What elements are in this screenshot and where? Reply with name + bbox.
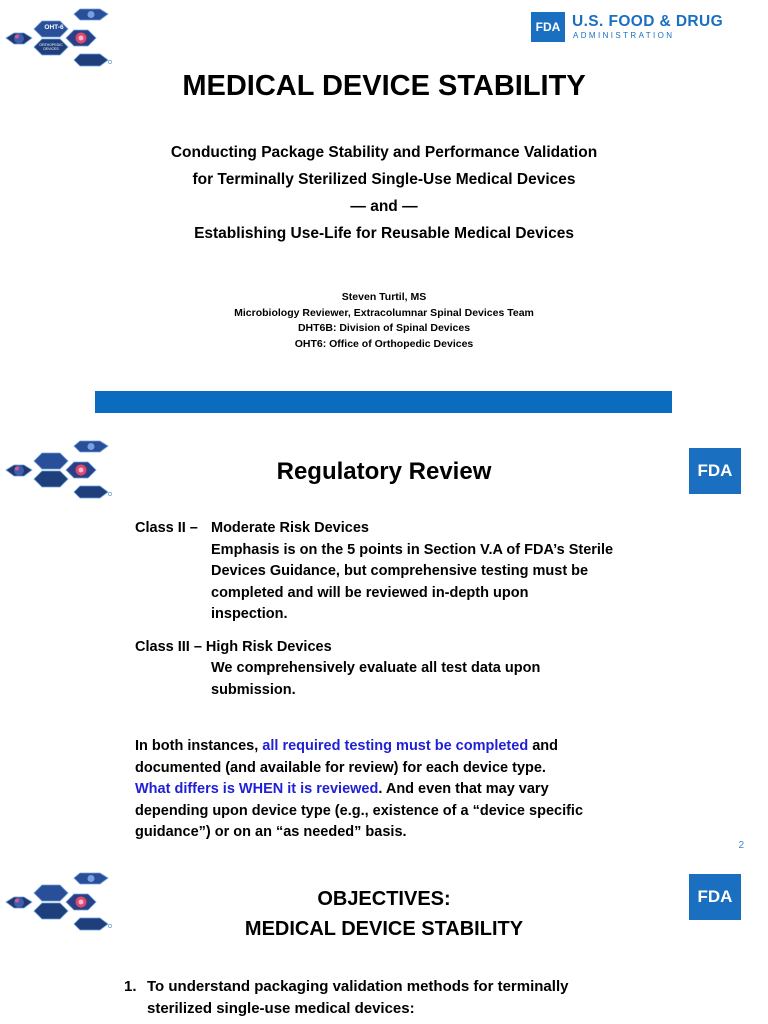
oht6-logo-icon <box>2 4 114 68</box>
objective-line: sterilized single-use medical devices: <box>147 1000 415 1017</box>
slide-title <box>0 884 768 944</box>
fda-name: U.S. FOOD & DRUG <box>572 13 724 30</box>
class3-heading: Class III – High Risk Devices <box>135 639 332 655</box>
logo-subtext: ORTHOPEDIC DEVICES <box>39 43 63 51</box>
slide-title: Regulatory Review <box>276 458 492 485</box>
para-highlight: What differs is WHEN it is reviewed <box>135 781 379 797</box>
subtitle-line: Establishing Use-Life for Reusable Medical Devices <box>194 225 574 242</box>
fda-header-logo <box>531 12 741 46</box>
author-line: DHT6B: Division of Spinal Devices <box>297 322 471 334</box>
objective-number: 1. <box>124 978 137 995</box>
subtitle-line: — and — <box>350 198 418 215</box>
class2-block <box>211 518 613 626</box>
class2-line: inspection. <box>211 606 288 622</box>
class3-block <box>211 658 540 701</box>
fda-logo-box: FDA <box>689 448 741 494</box>
class2-line: completed and will be reviewed in-depth upon <box>211 584 529 601</box>
summary-paragraph <box>135 736 615 844</box>
fda-logo-box: FDA <box>531 12 565 42</box>
author-line: Microbiology Reviewer, Extracolumnar Spinal Devices Team <box>234 306 534 319</box>
slide-title: MEDICAL DEVICE STABILITY <box>182 70 586 102</box>
fda-logo-box: FDA <box>689 874 741 920</box>
page-number: 2 <box>738 840 744 851</box>
objective-item <box>147 976 568 1020</box>
class2-heading: Moderate Risk Devices <box>211 520 369 536</box>
class2-label: Class II – <box>135 520 198 536</box>
title-line: MEDICAL DEVICE STABILITY <box>244 918 524 940</box>
para-text: and <box>528 738 558 754</box>
subtitle-line: Conducting Package Stability and Performance Validation <box>170 144 598 161</box>
para-text: In both instances, <box>135 738 263 754</box>
para-line: guidance”) or on an “as needed” basis. <box>135 824 407 840</box>
para-text: . And even that may vary <box>378 781 549 797</box>
fda-administration: ADMINISTRATION <box>573 31 675 40</box>
objective-line: To understand packaging validation methods for terminally <box>147 978 569 995</box>
author-line: OHT6: Office of Orthopedic Devices <box>294 337 474 350</box>
objectives-slide <box>0 862 768 1024</box>
blue-divider-bar <box>95 391 672 413</box>
title-line: OBJECTIVES: <box>317 888 451 910</box>
subtitle-line: for Terminally Sterilized Single-Use Medical Devices <box>192 171 576 188</box>
subtitle <box>0 139 768 247</box>
class2-line: Devices Guidance, but comprehensive testing must be <box>211 563 589 579</box>
regulatory-review-slide <box>0 424 768 854</box>
author-block <box>0 290 768 352</box>
para-line: documented (and available for review) for each device type. <box>135 759 546 776</box>
title-slide <box>0 0 768 384</box>
para-line: depending upon device type (e.g., existence of a “device specific <box>135 802 584 819</box>
class3-line: We comprehensively evaluate all test data upon <box>211 660 541 676</box>
para-highlight: all required testing must be completed <box>262 738 529 754</box>
logo-text: OHT-6 <box>44 24 64 31</box>
author-line: Steven Turtil, MS <box>341 291 427 303</box>
class2-line: Emphasis is on the 5 points in Section V.A of FDA’s Sterile <box>211 541 614 558</box>
class3-line: submission. <box>211 681 296 698</box>
